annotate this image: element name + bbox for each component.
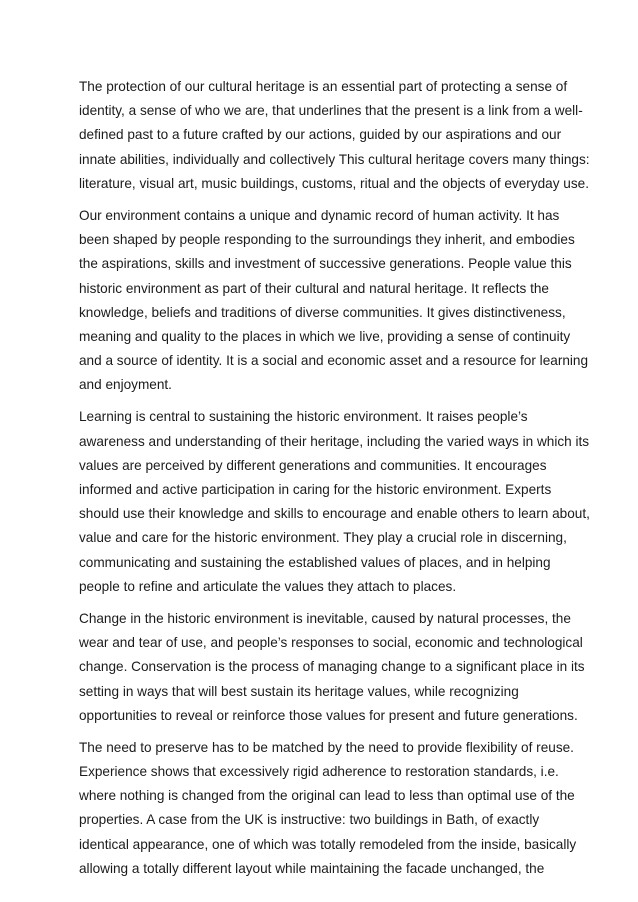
text-line: historic environment as part of their cultural and natural heritage. It reflects the bbox=[79, 280, 549, 296]
text-line: properties. A case from the UK is instructive: two buildings in Bath, of exactly bbox=[79, 812, 540, 828]
text-line: and enjoyment. bbox=[79, 377, 172, 393]
text-line: Our environment contains a unique and dynamic record of human activity. It has bbox=[79, 207, 560, 223]
text-line: innate abilities, individually and collectively This cultural heritage covers many things: bbox=[79, 151, 590, 167]
paragraph-preserve-reuse bbox=[79, 736, 579, 881]
text-line: should use their knowledge and skills to encourage and enable others to learn about, bbox=[79, 506, 590, 522]
text-line: literature, visual art, music buildings, customs, ritual and the objects of everyday use. bbox=[79, 175, 590, 191]
paragraph-learning bbox=[79, 405, 590, 599]
text-line: where nothing is changed from the original can lead to less than optimal use of the bbox=[79, 788, 575, 804]
text-line: awareness and understanding of their heritage, including the varied ways in which its bbox=[79, 433, 590, 449]
text-line: informed and active participation in caring for the historic environment. Experts bbox=[79, 482, 552, 497]
text-line: identical appearance, one of which was totally remodeled from the inside, basically bbox=[79, 836, 577, 852]
text-line: Experience shows that excessively rigid adherence to restoration standards, i.e. bbox=[79, 764, 559, 780]
text-line: opportunities to reveal or reinforce those values for present and future generations. bbox=[79, 707, 578, 723]
text-line: the aspirations, skills and investment of successive generations. People value this bbox=[79, 256, 572, 272]
text-line: Learning is central to sustaining the historic environment. It raises people’s bbox=[79, 409, 528, 425]
text-line: meaning and quality to the places in which we live, providing a sense of continuity bbox=[79, 328, 571, 344]
paragraph-change bbox=[79, 607, 585, 728]
text-line: knowledge, beliefs and traditions of diverse communities. It gives distinctiveness, bbox=[79, 304, 566, 320]
text-line: people to refine and articulate the values they attach to places. bbox=[79, 578, 457, 594]
text-line: allowing a totally different layout while maintaining the facade unchanged, the bbox=[79, 860, 545, 876]
text-line: setting in ways that will best sustain its heritage values, while recognizing bbox=[79, 683, 519, 699]
text-line: The need to preserve has to be matched by the need to provide flexibility of reuse. bbox=[79, 739, 574, 755]
text-line: values are perceived by different generations and communities. It encourages bbox=[79, 457, 547, 473]
text-line: change. Conservation is the process of managing change to a significant place in its bbox=[79, 659, 585, 675]
paragraph-environment-record bbox=[79, 204, 589, 398]
text-line: value and care for the historic environment. They play a crucial role in discerning, bbox=[79, 530, 567, 546]
text-line: Change in the historic environment is inevitable, caused by natural processes, the bbox=[79, 610, 571, 626]
text-line: wear and tear of use, and people’s responses to social, economic and technological bbox=[79, 635, 583, 651]
text-line: defined past to a future crafted by our actions, guided by our aspirations and our bbox=[79, 127, 562, 143]
text-line: identity, a sense of who we are, that underlines that the present is a link from a well- bbox=[79, 103, 583, 119]
text-line: and a source of identity. It is a social and economic asset and a resource for learning bbox=[79, 353, 589, 369]
document-body bbox=[79, 75, 590, 889]
text-line: been shaped by people responding to the surroundings they inherit, and embodies bbox=[79, 232, 575, 248]
text-line: The protection of our cultural heritage is an essential part of protecting a sense of bbox=[79, 79, 568, 94]
text-line: communicating and sustaining the established values of places, and in helping bbox=[79, 554, 551, 570]
paragraph-cultural-heritage bbox=[79, 75, 590, 196]
